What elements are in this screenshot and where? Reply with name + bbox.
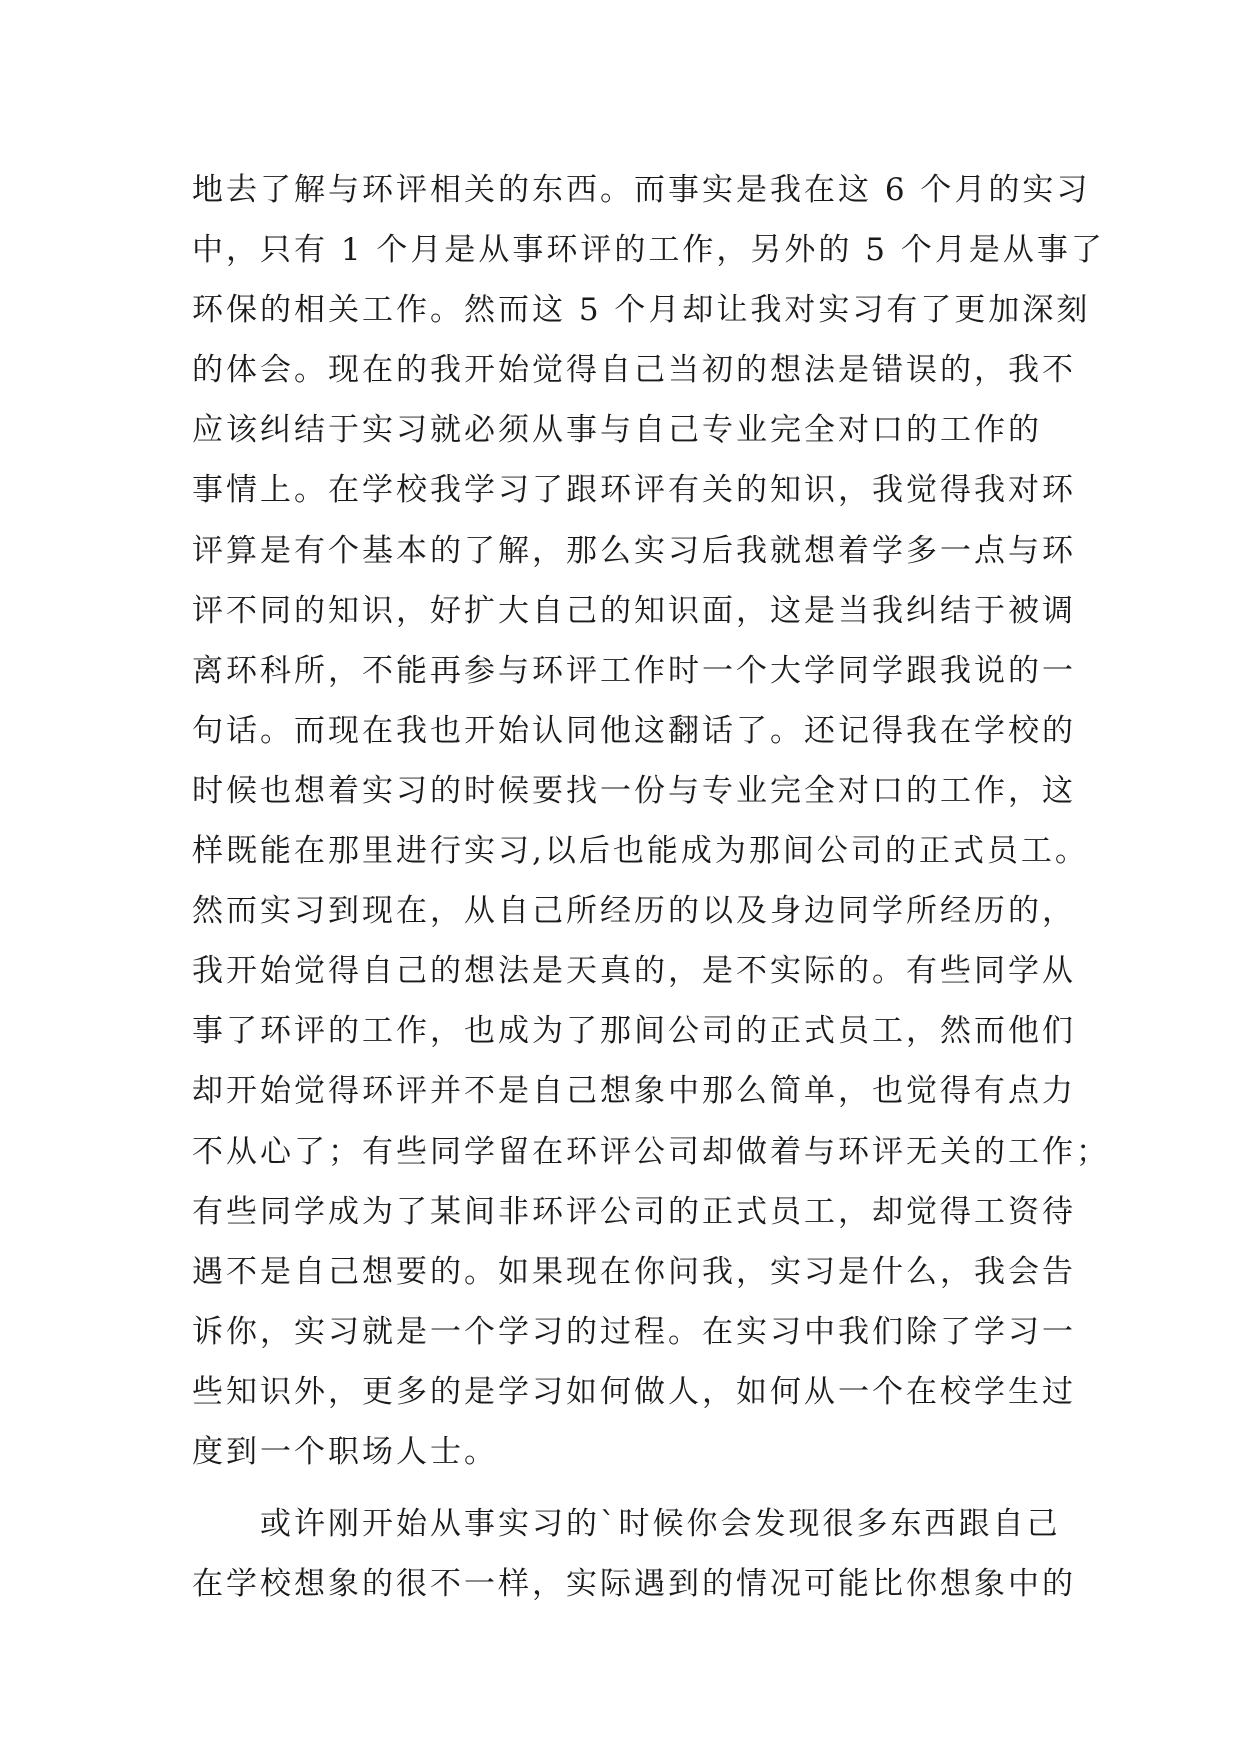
text-line: 环保的相关工作。然而这 5 个月却让我对实习有了更加深刻 <box>192 292 1091 329</box>
text-line: 的体会。现在的我开始觉得自己当初的想法是错误的，我不 <box>192 352 1076 389</box>
text-line: 时候也想着实习的时候要找一份与专业完全对口的工作，这 <box>192 772 1076 809</box>
text-line: 有些同学成为了某间非环评公司的正式员工，却觉得工资待 <box>192 1193 1076 1230</box>
text-line: 评不同的知识，好扩大自己的知识面，这是当我纠结于被调 <box>192 592 1076 629</box>
text-line: 样既能在那里进行实习,以后也能成为那间公司的正式员工。 <box>192 833 1089 870</box>
text-line: 在学校想象的很不一样，实际遇到的情况可能比你想象中的 <box>192 1566 1076 1603</box>
text-line: 事情上。在学校我学习了跟环评有关的知识，我觉得我对环 <box>192 472 1076 509</box>
text-line: 诉你，实习就是一个学习的过程。在实习中我们除了学习一 <box>192 1313 1076 1350</box>
paragraph-spacing <box>192 1482 1062 1494</box>
text-line: 句话。而现在我也开始认同他这翻话了。还记得我在学校的 <box>192 712 1076 749</box>
text-line: 我开始觉得自己的想法是天真的，是不实际的。有些同学从 <box>192 953 1076 990</box>
text-line: 却开始觉得环评并不是自己想象中那么简单，也觉得有点力 <box>192 1073 1076 1110</box>
text-line: 事了环评的工作，也成为了那间公司的正式员工，然而他们 <box>192 1013 1076 1050</box>
text-line: 应该纠结于实习就必须从事与自己专业完全对口的工作的 <box>192 412 1042 449</box>
text-line: 度到一个职场人士。 <box>192 1433 498 1470</box>
text-line: 些知识外，更多的是学习如何做人，如何从一个在校学生过 <box>192 1373 1076 1410</box>
text-line: 中，只有 1 个月是从事环评的工作，另外的 5 个月是从事了 <box>192 232 1105 269</box>
text-line: 遇不是自己想要的。如果现在你问我，实习是什么，我会告 <box>192 1253 1076 1290</box>
text-line: 然而实习到现在，从自己所经历的以及身边同学所经历的， <box>192 893 1076 930</box>
text-line: 评算是有个基本的了解，那么实习后我就想着学多一点与环 <box>192 532 1076 569</box>
text-line: 地去了解与环评相关的东西。而事实是我在这 6 个月的实习 <box>192 172 1091 208</box>
paragraph <box>192 160 1110 1482</box>
text-line: 或许刚开始从事实习的`时候你会发现很多东西跟自己 <box>192 1506 1061 1543</box>
document-body <box>192 160 1110 1614</box>
text-line: 离环科所，不能再参与环评工作时一个大学同学跟我说的一 <box>192 652 1076 689</box>
text-line: 不从心了；有些同学留在环评公司却做着与环评无关的工作； <box>192 1133 1110 1170</box>
paragraph <box>192 1494 1076 1614</box>
